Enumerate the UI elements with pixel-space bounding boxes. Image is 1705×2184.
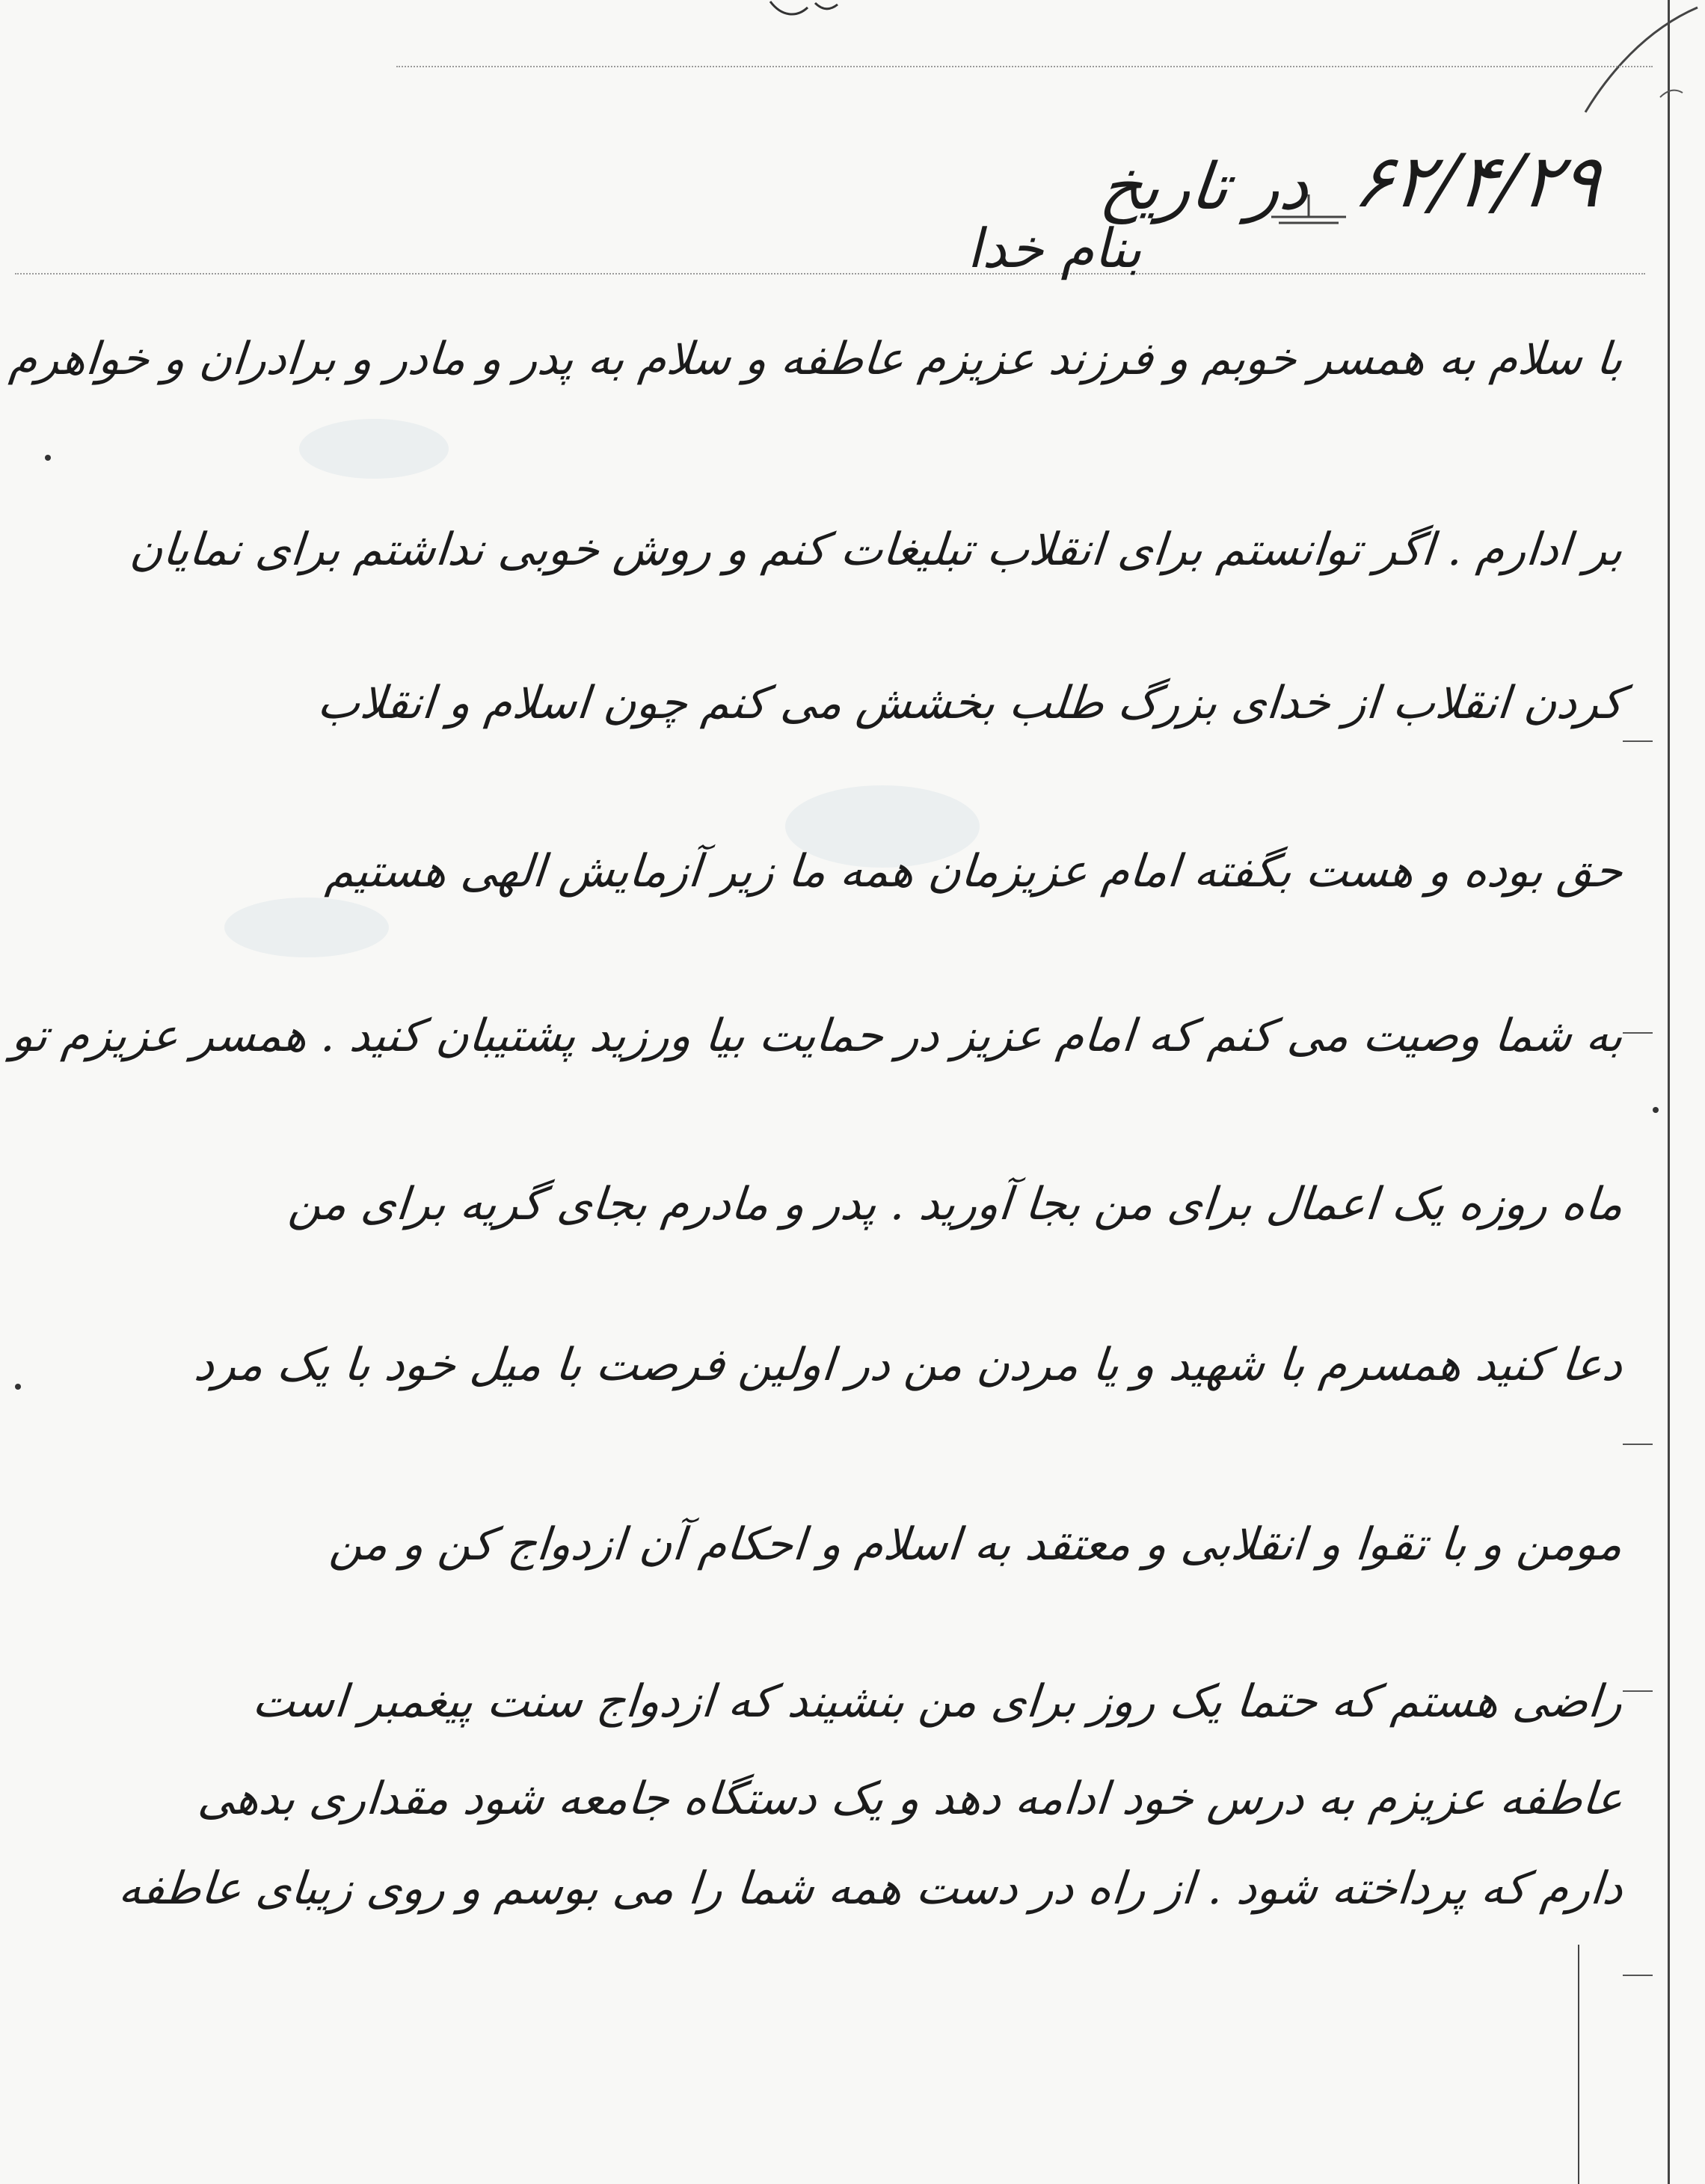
- paper-smudge: [224, 898, 389, 957]
- letter-line: کردن انقلاب از خدای بزرگ طلب بخشش می کنم چون اسلام و انقلاب: [315, 677, 1626, 729]
- margin-tick: [1623, 740, 1653, 742]
- letter-line: بر ادارم . اگر توانستم برای انقلاب تبلیغات کنم و روش خوبی نداشتم برای نمایان: [128, 524, 1626, 576]
- date-stamp-mark: [1264, 187, 1354, 232]
- header-dotted-rule: [396, 66, 1653, 67]
- header-dotted-rule: [15, 273, 1645, 274]
- margin-tick: [1623, 1444, 1653, 1445]
- page-edge-line: [1578, 1945, 1579, 2184]
- letter-heading: بنام خدا: [967, 217, 1142, 280]
- letter-line: عاطفه عزیزم به درس خود ادامه دهد و یک دستگاه جامعه شود مقداری بدهی: [195, 1773, 1626, 1825]
- date-label: در تاریخ: [1097, 150, 1314, 224]
- margin-tick: [1623, 1975, 1653, 1976]
- page-edge-line: [1668, 0, 1670, 2184]
- letter-line: حق بوده و هست بگفته امام عزیزمان همه ما زیر آزمایش الهی هستیم: [324, 845, 1626, 898]
- letter-line: به شما وصیت می کنم که امام عزیز در حمایت بیا ورزید پشتیبان کنید . همسر عزیزم تو: [9, 1010, 1626, 1062]
- date-value: ۶۲/۴/۲۹: [1349, 139, 1605, 224]
- letter-line: دعا کنید همسرم با شهید و یا مردن من در اولین فرصت با میل خود با یک مرد: [192, 1339, 1626, 1391]
- margin-tick: [1623, 1690, 1653, 1692]
- letter-line: راضی هستم که حتما یک روز برای من بنشیند که ازدواج سنت پیغمبر است: [251, 1675, 1626, 1728]
- margin-dot: [45, 455, 51, 461]
- top-scribble-mark: [763, 0, 852, 22]
- letter-line: ماه روزه یک اعمال برای من بجا آورید . پدر و مادرم بجای گریه برای من: [286, 1178, 1626, 1230]
- margin-tick: [1623, 1032, 1653, 1034]
- corner-flourish: [1555, 0, 1705, 120]
- margin-dot: [1653, 1107, 1659, 1113]
- letter-line: با سلام به همسر خوبم و فرزند عزیزم عاطفه و سلام به پدر و مادر و برادران و خواهرم: [7, 333, 1626, 385]
- letter-line: مومن و با تقوا و انقلابی و معتقد به اسلام و احکام آن ازدواج کن و من: [328, 1518, 1626, 1571]
- paper-smudge: [299, 419, 449, 479]
- letter-line: دارم که پرداخته شود . از راه در دست همه شما را می بوسم و روی زیبای عاطفه: [116, 1862, 1626, 1915]
- margin-dot: [15, 1384, 21, 1390]
